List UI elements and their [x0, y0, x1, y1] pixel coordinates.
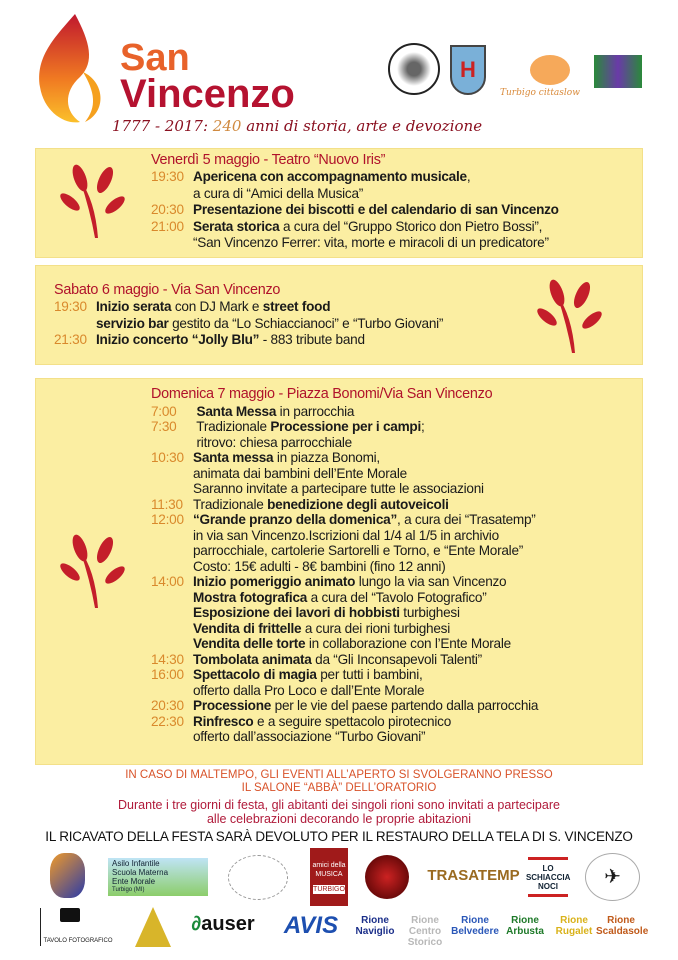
town-crest-icon: H — [450, 45, 486, 95]
schedule-row — [151, 714, 538, 730]
subtitle-text: anni di storia, arte e devozione — [241, 117, 483, 135]
protezione-civile-logo — [135, 907, 171, 947]
event-time: 16:00 — [151, 667, 184, 682]
event-text: a cura del “Gruppo Storico don Pietro Bossi”, — [279, 218, 543, 234]
event-time — [151, 235, 193, 251]
event-time — [151, 590, 193, 606]
event-highlight: Inizio pomeriggio animato — [193, 574, 356, 589]
proceeds-notice: IL RICAVATO DELLA FESTA SARÀ DEVOLUTO PER IL RESTAURO DELLA TELA DI S. VINCENZO — [45, 829, 633, 844]
event-description — [193, 512, 536, 528]
subtitle-number: 240 — [212, 117, 242, 135]
event-highlight: Apericena con accompagnamento musicale — [193, 169, 467, 185]
event-time — [151, 435, 193, 451]
schedule-row — [151, 481, 538, 497]
event-text: e a seguire spettacolo pirotecnico — [253, 713, 451, 729]
event-text: Tradizionale — [193, 496, 268, 512]
event-text: Saranno invitate a partecipare tutte le associazioni — [193, 481, 484, 496]
schedule-row — [151, 186, 559, 202]
schedule-row — [151, 235, 559, 251]
event-description — [193, 621, 450, 637]
rioni-notice — [0, 798, 678, 826]
day-heading: Domenica 7 maggio - Piazza Bonomi/Via San Vincenzo — [151, 386, 493, 402]
event-time: 21:30 — [54, 332, 87, 348]
schiaccianoci-logo: LO SCHIACCIA NOCI — [528, 857, 568, 897]
event-highlight: servizio bar — [96, 315, 169, 331]
event-description — [193, 202, 559, 218]
event-time — [151, 559, 193, 575]
event-description — [193, 574, 506, 590]
schedule-row — [54, 299, 443, 315]
event-text: in piazza Bonomi, — [273, 450, 380, 465]
event-time: 19:30 — [54, 299, 87, 315]
asilo-logo — [108, 858, 208, 896]
event-text: ; — [421, 419, 425, 434]
schedule-row — [151, 202, 559, 218]
weather-line-1: IN CASO DI MALTEMPO, GLI EVENTI ALL’APERTO SI SVOLGERANNO PRESSO — [125, 769, 553, 781]
event-text: parrocchiale, cartolerie Sartorelli e Torno, e “Ente Morale” — [193, 543, 524, 558]
event-text: turbighesi — [399, 605, 460, 620]
event-description — [193, 235, 549, 251]
event-time — [151, 528, 193, 544]
schedule-row — [151, 219, 559, 235]
event-time: 22:30 — [151, 713, 184, 729]
event-time — [151, 481, 193, 497]
event-time — [151, 729, 193, 745]
event-text: ritrovo: chiesa parrocchiale — [193, 434, 352, 450]
event-text: gestito da “Lo Schiaccianoci” e “Turbo Giovani” — [168, 315, 444, 331]
event-text: per le vie del paese partendo dalla parrocchia — [271, 698, 539, 713]
event-time — [151, 683, 193, 699]
event-description — [193, 559, 445, 575]
event-time: 14:00 — [151, 574, 184, 589]
turbo-giovani-logo — [594, 55, 642, 88]
event-highlight: Esposizione dei lavori di hobbisti — [193, 605, 400, 620]
schedule-row — [151, 435, 538, 451]
schedule-row — [151, 404, 538, 420]
day-heading: Sabato 6 maggio - Via San Vincenzo — [54, 282, 281, 298]
event-highlight: Mostra fotografica — [193, 589, 308, 605]
event-description — [96, 299, 330, 315]
weather-line-2: IL SALONE “ABBÀ” DELL’ORATORIO — [241, 782, 437, 794]
event-description — [193, 404, 354, 420]
event-highlight: street food — [262, 299, 331, 315]
schedule-row — [151, 729, 538, 745]
event-description — [193, 652, 482, 668]
schedule-row — [151, 605, 538, 621]
event-text: da “Gli Inconsapevoli Talenti” — [311, 651, 482, 667]
rione-logo: Rione Centro Storico — [407, 915, 443, 948]
subtitle-years: 1777 - 2017: — [112, 117, 213, 135]
schedule-row — [151, 543, 538, 559]
sunday-schedule — [151, 387, 538, 745]
event-highlight: Santa messa — [193, 450, 274, 465]
event-time: 20:30 — [151, 698, 184, 713]
schedule-row — [151, 466, 538, 482]
friday-schedule — [151, 152, 559, 251]
schedule-row — [151, 652, 538, 668]
flame-logo-icon — [35, 12, 110, 127]
rione-logo: Rione Belvedere — [451, 915, 499, 937]
schedule-row — [151, 419, 538, 435]
event-description — [193, 435, 352, 451]
event-highlight: Santa Messa — [193, 403, 277, 419]
schedule-row — [151, 169, 559, 185]
event-text: “San Vincenzo Ferrer: vita, morte e miracoli di un predicatore” — [193, 235, 549, 251]
event-time: 11:30 — [151, 496, 183, 512]
event-time — [151, 605, 193, 621]
schedule-row — [151, 559, 538, 575]
event-text: con DJ Mark e — [171, 299, 263, 315]
rioni-line-1: Durante i tre giorni di festa, gli abitanti dei singoli rioni sono invitati a partecipare — [118, 798, 560, 812]
rione-logo: Rione Rugalet — [555, 915, 593, 937]
event-time — [151, 186, 193, 202]
asilo-name: Asilo Infantile Scuola Materna Ente Morale — [112, 859, 169, 886]
event-text: , — [466, 169, 471, 185]
event-time — [151, 621, 193, 637]
event-description — [193, 497, 449, 513]
event-highlight: Tombolata animata — [193, 651, 312, 667]
event-description — [193, 186, 363, 202]
event-description — [193, 714, 451, 730]
schedule-row — [151, 590, 538, 606]
schedule-row — [151, 636, 538, 652]
event-text: in parrocchia — [276, 403, 355, 419]
aeromodellismo-logo: ✈ — [585, 853, 640, 901]
event-highlight: Inizio concerto “Jolly Blu” — [96, 332, 260, 348]
auser-logo: ∂ auser — [191, 912, 255, 935]
amici-name: amici della MUSICA — [312, 861, 346, 878]
pro-loco-logo — [50, 853, 85, 898]
day-heading: Venerdì 5 maggio - Teatro “Nuovo Iris” — [151, 152, 386, 168]
event-time: 19:30 — [151, 169, 184, 185]
schedule-row — [151, 512, 538, 528]
event-text: offerto dalla Pro Loco e dall’Ente Morale — [193, 682, 425, 698]
event-text: in via san Vincenzo.Iscrizioni dal 1/4 al 1/5 in archivio — [193, 527, 499, 543]
schedule-row — [151, 450, 538, 466]
event-highlight: benedizione degli autoveicoli — [267, 496, 449, 512]
event-description — [193, 683, 424, 699]
cittaslow-logo — [530, 55, 570, 85]
schedule-row — [151, 574, 538, 590]
event-time: 21:00 — [151, 218, 184, 234]
event-highlight: Inizio serata — [96, 299, 172, 315]
event-text: Tradizionale — [193, 419, 271, 434]
event-description — [96, 316, 443, 332]
schedule-row — [151, 667, 538, 683]
event-description — [96, 332, 365, 348]
asilo-town: Turbigo (MI) — [112, 887, 145, 893]
event-description — [193, 667, 423, 683]
event-text: Costo: 15€ adulti - 8€ bambini (fino 12 anni) — [193, 558, 446, 574]
event-description — [193, 419, 425, 435]
event-highlight: Rinfresco — [193, 713, 254, 729]
event-highlight: Serata storica — [193, 218, 280, 234]
tavolo-fotografico-logo: TAVOLO FOTOGRAFICO — [40, 908, 115, 946]
schedule-row — [151, 698, 538, 714]
event-highlight: Processione — [193, 698, 272, 713]
wheat-icon — [60, 530, 130, 610]
wheat-icon — [60, 160, 130, 240]
event-time: 7:00 — [151, 403, 177, 419]
schedule-row — [151, 528, 538, 544]
event-time — [151, 636, 193, 652]
event-text: a cura dei rioni turbighesi — [301, 620, 450, 636]
schedule-row — [151, 621, 538, 637]
event-highlight: Vendita delle torte — [193, 636, 306, 651]
amici-town: TURBIGO — [313, 885, 345, 893]
event-title — [120, 37, 295, 116]
rione-logo: Rione Naviglio — [355, 915, 395, 937]
trasatemp-logo: TRASATEMP — [427, 866, 520, 884]
schedule-row — [54, 332, 443, 348]
schedule-row — [54, 316, 443, 332]
event-time: 7:30 — [151, 419, 177, 434]
event-highlight: Processione per i campi — [270, 419, 422, 434]
rione-logo: Rione Arbusta — [506, 915, 544, 937]
rione-logo: Rione Scaldasole — [596, 915, 649, 937]
event-description — [193, 169, 470, 185]
weather-notice — [0, 769, 678, 795]
event-description — [193, 528, 499, 544]
event-text: a cura di “Amici della Musica” — [193, 185, 364, 201]
talenti-logo — [365, 855, 409, 899]
event-description — [193, 466, 407, 482]
camera-icon — [60, 908, 80, 922]
parish-seal-icon — [388, 43, 440, 95]
gruppo-storico-logo — [228, 855, 288, 900]
subtitle — [112, 117, 482, 135]
event-time: 12:00 — [151, 512, 184, 527]
event-text: , a cura dei “Trasatemp” — [397, 512, 536, 527]
event-time: 10:30 — [151, 450, 184, 465]
event-time: 20:30 — [151, 202, 184, 218]
event-highlight: Spettacolo di magia — [193, 667, 317, 682]
event-highlight: Vendita di frittelle — [193, 620, 302, 636]
event-text: offerto dall’associazione “Turbo Giovani” — [193, 729, 426, 744]
event-description — [193, 590, 486, 606]
event-description — [193, 698, 538, 714]
schedule-row — [151, 497, 538, 513]
event-description — [193, 481, 484, 497]
schedule-row — [151, 683, 538, 699]
event-description — [193, 450, 380, 466]
wheat-icon — [537, 275, 607, 355]
saturday-schedule — [54, 282, 443, 349]
event-text: in collaborazione con l’Ente Morale — [305, 636, 511, 651]
event-text: a cura del “Tavolo Fotografico” — [307, 589, 487, 605]
title-line-2: Vincenzo — [120, 72, 295, 116]
event-time — [151, 466, 193, 482]
event-text: animata dai bambini dell’Ente Morale — [193, 465, 407, 481]
event-highlight: Presentazione dei biscotti e del calendario di san Vincenzo — [193, 202, 559, 218]
title-line-1: San — [120, 37, 190, 79]
event-text: - 883 tribute band — [259, 332, 365, 348]
event-time: 14:30 — [151, 651, 184, 667]
event-description — [193, 605, 460, 621]
event-description — [193, 543, 523, 559]
amici-musica-logo — [310, 848, 348, 906]
event-description — [193, 729, 425, 745]
auser-label: auser — [201, 912, 255, 935]
rioni-line-2: alle celebrazioni decorando le proprie abitazioni — [206, 812, 472, 826]
event-description — [193, 219, 542, 235]
event-time — [151, 543, 193, 559]
avis-logo: AVIS — [283, 911, 339, 939]
event-text: lungo la via san Vincenzo — [355, 574, 507, 589]
cittaslow-label: Turbigo cittaslow — [500, 88, 580, 98]
event-description — [193, 636, 511, 652]
event-time — [54, 316, 96, 332]
event-text: per tutti i bambini, — [316, 667, 423, 682]
event-highlight: “Grande pranzo della domenica” — [193, 512, 398, 527]
